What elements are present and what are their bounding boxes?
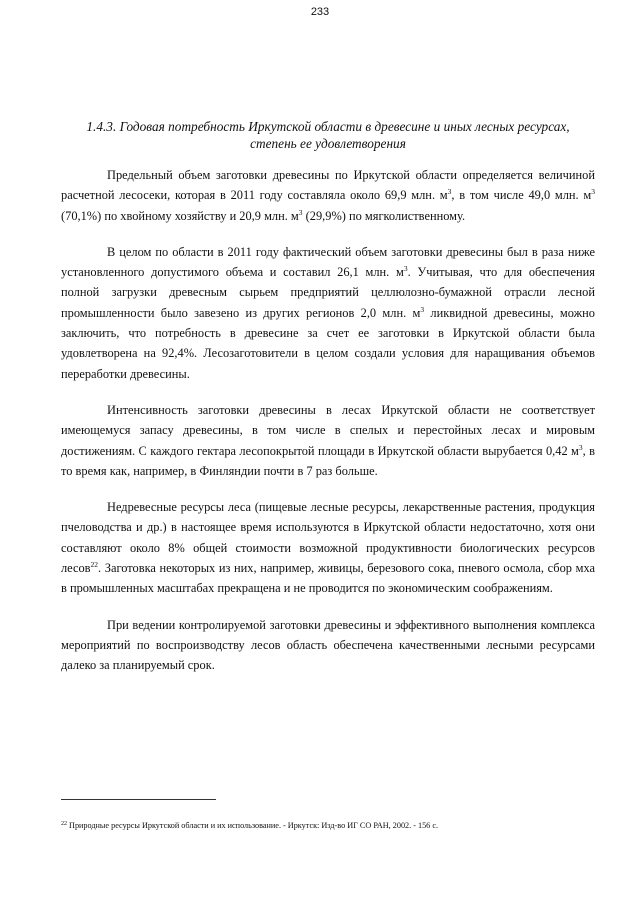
footnote [61,820,595,831]
footnote-reference: 22 [90,560,99,570]
section-heading-line-2: степень ее удовлетворения [250,136,406,151]
page-number: 233 [310,6,330,18]
paragraph-5: При ведении контролируемой заготовки древесины и эффективного выполнения комплекса мероприятий по воспроизводству лесов область обеспечена качественными лесными ресурсами далеко за планируемый срок. [61,617,595,673]
superscript: 3 [403,264,408,274]
paragraph-2: В целом по области в 2011 году фактический объем заготовки древесины был в раза ниже установленного допустимого объема и составил 26,1 млн. $м^3$. Учитывая, что для обеспечения полной загрузки древесным сырьем предприятий целлюлозно-бумажной отрасли лесной промышленности было завезено из других регионов 2,0 млн. $м^3$ ликвидной древесины, можно заключить, что потребность в древесине за счет ее заготовки в Иркутской области была удовлетворена на 92,4%. Лесозаготовители в целом создали условия для наращивания объемов переработки древесины. [61,244,596,381]
section-heading [61,118,595,152]
page-content [61,118,595,692]
paragraph-3: Интенсивность заготовки древесины в лесах Иркутской области не соответствует имеющемуся запасу древесины, в том числе в спелых и перестойных лесах и мировым достижениям. С каждого гектара лесопокрытой площади в Иркутской области вырубается 0,42 $м^3$, в то время как, например, в Финляндии почти в 7 раз больше. [61,402,595,478]
superscript: 3 [578,442,583,452]
paragraph-4: Недревесные ресурсы леса (пищевые лесные ресурсы, лекарственные растения, продукция пчеловодства и др.) в настоящее время используются в Иркутской области недостаточно, хотя они составляют около 8% общей стоимости возможной продуктивности биологических ресурсов лесов$^{22}$. Заготовка некоторых из них, например, живицы, березового сока, пневого осмола, сбор мха в промышленных масштабах прекращена и не проводится по экономическим соображениям. [61,500,595,596]
footnote-text: Природные ресурсы Иркутской области и их использование. - Иркутск: Изд-во ИГ СО РАН, 2002. - 156 с. [67,821,439,830]
footnote-mark: 22 [61,821,67,827]
paragraph-1: Предельный объем заготовки древесины по Иркутской области определяется величиной расчетной лесосеки, которая в 2011 году составляла около 69,9 млн. $м^3$, в том числе 49,0 млн. $м^3$ (70,1%) по хвойному хозяйству и 20,9 млн. $м^3$ (29,9%) по мягколиственному. [61,168,595,223]
superscript: 3 [298,207,303,217]
superscript: 3 [420,304,425,314]
superscript: 3 [591,187,595,197]
footnote-divider [61,799,216,800]
superscript: 3 [447,187,452,197]
section-heading-line-1: 1.4.3. Годовая потребность Иркутской области в древесине и иных лесных ресурсах, [86,119,570,134]
